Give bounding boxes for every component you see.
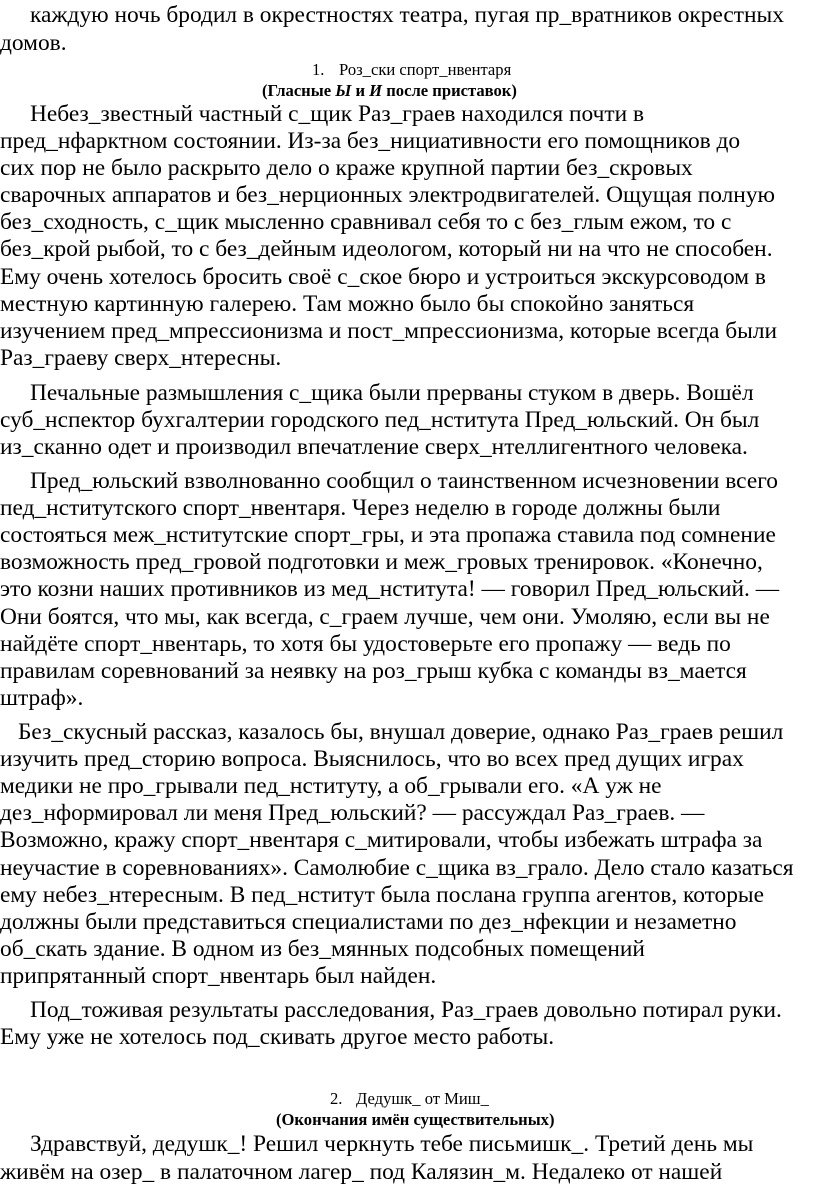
intro-line-2: домов. [0,30,67,56]
subtitle-letter-i: И [369,81,383,100]
p3-line: Пред_юльский взволнованно сообщил о таинственном исчезновении всего [30,468,778,494]
p3-line: пед_нститутского спорт_нвентаря. Через неделю в городе должны были [0,495,721,521]
section1-number: 1. [312,60,325,79]
p4-line: Возможно, кражу спорт_нвентаря с_митировали, чтобы избежать штрафа за [0,827,763,853]
p4-line: неучастие в соревнованиях». Самолюбие с_щика вз_грало. Дело стало казаться [0,855,794,881]
section1-title: Роз_ски спорт_нвентаря [339,60,512,79]
p5-line: Ему уже не хотелось под_скивать другое место работы. [0,1024,555,1050]
p4-line: ему небез_нтересным. В пед_нститут была послана группа агентов, которые [0,882,764,908]
p3-line: возможность пред_гровой подготовки и меж_гровых тренировок. «Конечно, [0,549,763,575]
p2-line: из_сканно одет и производил впечатление сверх_нтеллигентного человека. [0,434,748,460]
s2-line: Здравствуй, дедушк_! Решил черкнуть тебе письмишк_. Третий день мы [30,1131,754,1157]
subtitle-mid: и [351,81,370,100]
section2-number: 2. [330,1089,343,1108]
p1-line: Ему очень хотелось бросить своё с_ское бюро и устроиться экскурсоводом в [0,264,766,290]
p1-line: местную картинную галерею. Там можно было бы спокойно заняться [0,291,695,317]
section2-title: Дедушк_ от Миш_ [356,1089,489,1108]
intro-line-1: каждую ночь бродил в окрестностях театра, пугая пр_вратников окрестных [30,2,784,28]
subtitle-letter-y: Ы [335,81,352,100]
p4-line: Без_скусный рассказ, казалось бы, внушал доверие, однако Раз_граев решил [18,719,784,745]
p4-line: должны были представиться специалистами по дез_нфекции и незаметно [0,909,737,935]
p2-line: суб_нспектор бухгалтерии городского пед_нститута Пред_юльский. Он был [0,407,760,433]
p1-line: Небез_звестный частный с_щик Раз_граев находился почти в [30,101,645,127]
p3-line: Они боятся, что мы, как всегда, с_граем лучше, чем они. Умоляю, если вы не [0,604,770,630]
section1-subtitle [262,81,517,101]
p3-line: это козни наших противников из мед_нститута! — говорил Пред_юльский. — [0,576,780,602]
p1-line: изучением пред_мпрессионизма и пост_мпрессионизма, которые всегда были [0,318,778,344]
p2-line: Печальные размышления с_щика были прерваны стуком в дверь. Вошёл [30,380,754,406]
p1-line: без_крой рыбой, то с без_дейным идеологом, который ни на что не способен. [0,236,773,262]
p3-line: найдёте спорт_нвентарь, то хотя бы удостоверьте его пропажу — ведь по [0,631,731,657]
p4-line: припрятанный спорт_нвентарь был найден. [0,963,437,989]
p4-line: изучить пред_сторию вопроса. Выяснилось, что во всех пред дущих играх [0,746,744,772]
p4-line: медики не про_грывали пед_нституту, а об_грывали его. «А уж не [0,773,662,799]
p4-line: дез_нформировал ли меня Пред_юльский? — рассуждал Раз_граев. — [0,800,705,826]
p3-line: состояться меж_нститутские спорт_гры, и эта пропажа ставила под сомнение [0,522,776,548]
p3-line: правилам соревнований за неявку на роз_грыш кубка с команды вз_мается [0,658,747,684]
p1-line: сих пор не было раскрыто дело о краже крупной партии без_скровых [0,155,693,181]
p5-line: Под_тоживая результаты расследования, Раз_граев довольно потирал руки. [30,997,782,1023]
subtitle-post: после приставок) [382,81,517,100]
p1-line: пред_нфарктном состоянии. Из-за без_нициативности его помощников до [0,128,741,154]
p1-line: без_сходность, с_щик мысленно сравнивал себя то с без_глым ежом, то с [0,209,732,235]
p1-line: сварочных аппаратов и без_нерционных электродвигателей. Ощущая полную [0,182,775,208]
subtitle-pre: (Гласные [262,81,336,100]
p1-line: Раз_граеву сверх_нтересны. [0,345,282,371]
p4-line: об_скать здание. В одном из без_мянных подсобных помещений [0,936,645,962]
p3-line: штраф». [0,685,84,711]
s2-line: живём на озер_ в палаточном лагер_ под Калязин_м. Недалеко от нашей [0,1159,723,1185]
section2-subtitle: (Окончания имён существительных) [276,1110,555,1129]
